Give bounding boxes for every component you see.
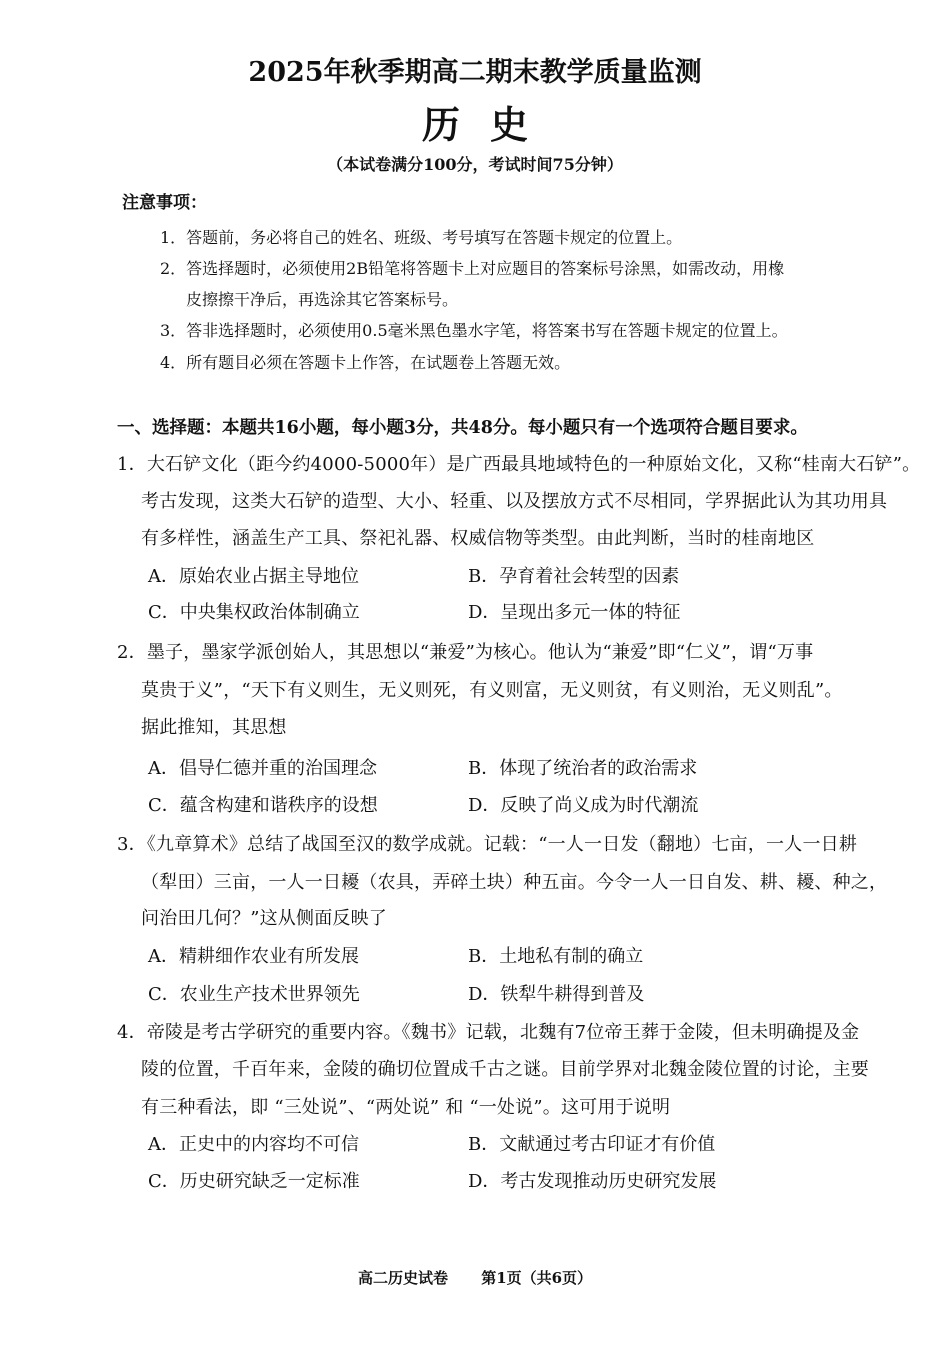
option-a: A．正史中的内容均不可信 — [148, 1134, 359, 1155]
question-text: 莫贵于义”，“天下有义则生，无义则死，有义则富，无义则贫，有义则治，无义则乱”。 — [141, 680, 843, 701]
question-text: 问治田几何？”这从侧面反映了 — [141, 908, 388, 929]
exam-info: （本试卷满分100分，考试时间75分钟） — [327, 155, 623, 174]
option-b: B．文献通过考古印证才有价值 — [468, 1134, 716, 1155]
notice-item-continuation: 皮擦擦干净后，再选涂其它答案标号。 — [186, 290, 459, 309]
notice-item: 2．答选择题时，必须使用2B铅笔将答题卡上对应题目的答案标号涂黑，如需改动，用橡 — [160, 259, 785, 278]
question-text: （犁田）三亩，一人一日耰（农具，弄碎土块）种五亩。今令一人一日自发、耕、耰、种之， — [141, 872, 888, 893]
question-text: 4．帝陵是考古学研究的重要内容。《魏书》记载，北魏有7位帝王葬于金陵，但未明确提及金 — [117, 1022, 860, 1043]
option-d: D．反映了尚义成为时代潮流 — [468, 795, 699, 816]
question-text: 1．大石铲文化（距今约4000-5000年）是广西最具地域特色的一种原始文化，又称“桂南大石铲”。 — [117, 454, 921, 475]
option-c: C．历史研究缺乏一定标准 — [148, 1171, 360, 1192]
footer-paper-name: 高二历史试卷 — [357, 1269, 448, 1287]
question-text: 考古发现，这类大石铲的造型、大小、轻重、以及摆放方式不尽相同，学界据此认为其功用具 — [141, 491, 888, 512]
option-c: C．中央集权政治体制确立 — [148, 602, 360, 623]
question-text: 有多样性，涵盖生产工具、祭祀礼器、权威信物等类型。由此判断，当时的桂南地区 — [141, 528, 815, 549]
option-d: D．呈现出多元一体的特征 — [468, 602, 681, 623]
question-text: 3．《九章算术》总结了战国至汉的数学成就。记载：“一人一日发（翻地）七亩，一人一日耕 — [117, 834, 858, 855]
notice-item: 3．答非选择题时，必须使用0.5毫米黑色墨水字笔，将答案书写在答题卡规定的位置上。 — [160, 321, 788, 340]
notice-item: 1．答题前，务必将自己的姓名、班级、考号填写在答题卡规定的位置上。 — [160, 228, 683, 247]
section-heading: 一、选择题：本题共16小题，每小题3分，共48分。每小题只有一个选项符合题目要求。 — [117, 418, 808, 438]
option-b: B．体现了统治者的政治需求 — [468, 758, 698, 779]
option-b: B．土地私有制的确立 — [468, 946, 644, 967]
question-text: 有三种看法，即 “三处说”、“两处说” 和 “一处说”。这可用于说明 — [141, 1097, 671, 1118]
subject-title: 历史 — [421, 102, 558, 147]
option-a: A．精耕细作农业有所发展 — [148, 946, 359, 967]
option-d: D．考古发现推动历史研究发展 — [468, 1171, 717, 1192]
exam-title: 2025年秋季期高二期末教学质量监测 — [248, 57, 702, 88]
footer-page-info: 第1页（共6页） — [481, 1269, 593, 1287]
question-text: 2．墨子，墨家学派创始人，其思想以“兼爱”为核心。他认为“兼爱”即“仁义”，谓“万事 — [117, 642, 814, 663]
option-a: A．倡导仁德并重的治国理念 — [148, 758, 377, 779]
option-c: C．农业生产技术世界领先 — [148, 984, 360, 1005]
option-d: D．铁犁牛耕得到普及 — [468, 984, 645, 1005]
notice-title: 注意事项： — [122, 193, 207, 213]
notice-item: 4．所有题目必须在答题卡上作答，在试题卷上答题无效。 — [160, 353, 571, 372]
option-c: C．蕴含构建和谐秩序的设想 — [148, 795, 378, 816]
question-text: 据此推知，其思想 — [141, 717, 287, 738]
question-text: 陵的位置，千百年来，金陵的确切位置成千古之谜。目前学界对北魏金陵位置的讨论，主要 — [141, 1059, 869, 1080]
option-b: B．孕育着社会转型的因素 — [468, 566, 680, 587]
option-a: A．原始农业占据主导地位 — [148, 566, 359, 587]
page-footer — [0, 1267, 950, 1288]
